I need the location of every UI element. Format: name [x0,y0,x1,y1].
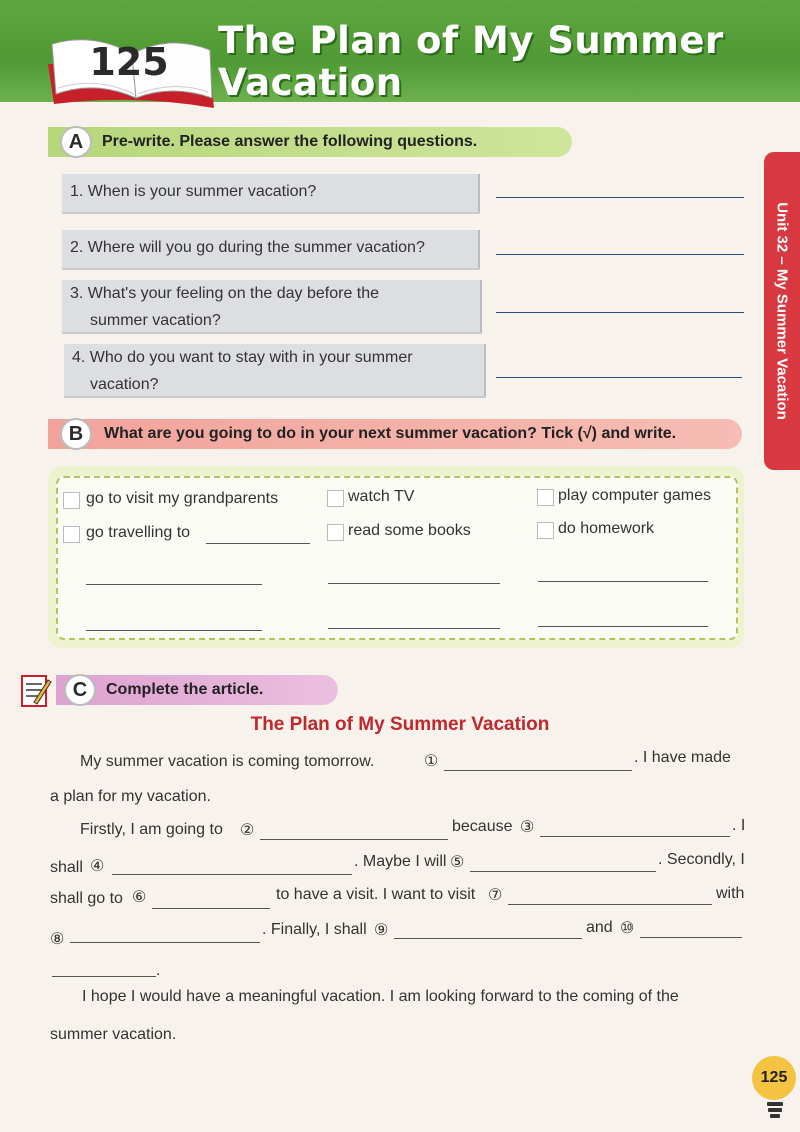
article-text: shall [50,859,83,876]
travel-destination-line[interactable] [206,543,310,544]
checkbox-watch-tv[interactable] [327,490,344,507]
answer-line-4[interactable] [496,377,742,378]
blank-3[interactable] [540,836,730,837]
blank-2[interactable] [260,839,448,840]
section-a-letter: A [60,126,92,158]
write-line[interactable] [328,628,500,629]
write-line[interactable] [86,630,262,631]
article-title: The Plan of My Summer Vacation [250,714,550,735]
article-text: with [716,885,745,902]
question-2: 2. Where will you go during the summer vacation? [62,230,480,268]
article-text: . I [732,817,746,834]
blank-number-10: ⑩ [620,920,635,937]
checkbox-go-travelling[interactable] [63,526,80,543]
section-a-heading: Pre-write. Please answer the following questions. [102,133,478,150]
article-text: I hope I would have a meaningful vacation. I am looking forward to the coming of the [82,988,679,1005]
blank-number-8: ⑧ [50,931,65,948]
blank-4[interactable] [112,874,352,875]
blank-9[interactable] [394,938,582,939]
section-b-heading: What are you going to do in your next summer vacation? Tick (√) and write. [104,425,677,442]
answer-line-1[interactable] [496,197,744,198]
option-read-books: read some books [348,522,471,539]
blank-number-1: ① [424,753,439,770]
blank-number-7: ⑦ [488,887,503,904]
article-text: My summer vacation is coming tomorrow. [80,753,375,770]
checkbox-visit-grandparents[interactable] [63,492,80,509]
question-1: 1. When is your summer vacation? [62,174,480,212]
blank-8[interactable] [70,942,260,943]
question-3: 3. What's your feeling on the day before the summer vacation? [62,280,482,332]
blank-7[interactable] [508,904,712,905]
write-line[interactable] [86,584,262,585]
blank-number-6: ⑥ [132,889,147,906]
section-c-letter: C [64,674,96,706]
blank-number-2: ② [240,822,255,839]
blank-number-5: ⑤ [450,854,465,871]
blank-number-9: ⑨ [374,922,389,939]
article-text: shall go to [50,890,123,907]
article-text: . Maybe I will [354,853,447,870]
answer-line-3[interactable] [496,312,744,313]
article-text: Firstly, I am going to [80,821,223,838]
write-line[interactable] [328,583,500,584]
blank-1[interactable] [444,770,632,771]
section-b-letter: B [60,418,92,450]
article-text: . I have made [634,749,731,766]
page-title-line1: The Plan of My Summer [218,19,724,62]
lightbulb-icon [766,1100,784,1122]
page-number: 125 [752,1056,796,1100]
page-title [218,20,738,104]
write-line[interactable] [538,626,708,627]
lesson-number: 125 [89,40,169,84]
article-text: . Finally, I shall [262,921,367,938]
notepad-pencil-icon [20,672,52,710]
article-text: summer vacation. [50,1026,177,1043]
option-go-travelling: go travelling to [86,524,191,541]
option-visit-grandparents: go to visit my grandparents [86,490,279,507]
answer-line-2[interactable] [496,254,744,255]
unit-side-tab [764,152,800,470]
checkbox-play-computer-games[interactable] [537,489,554,506]
blank-10-continued[interactable] [52,976,156,977]
article-text: to have a visit. I want to visit [276,886,476,903]
blank-5[interactable] [470,871,656,872]
article-text: and [586,919,613,936]
option-do-homework: do homework [558,520,655,537]
question-4: 4. Who do you want to stay with in your summer vacation? [64,344,486,396]
article-text: . Secondly, I [658,851,745,868]
option-watch-tv: watch TV [348,488,415,505]
option-play-computer-games: play computer games [558,487,711,504]
article-text: . [156,962,161,979]
checkbox-read-books[interactable] [327,524,344,541]
blank-number-3: ③ [520,819,535,836]
blank-10[interactable] [640,937,742,938]
article-text: a plan for my vacation. [50,788,211,805]
unit-tab-label: Unit 32 – My Summer Vacation [773,202,791,420]
section-c-heading: Complete the article. [106,681,264,698]
checkbox-do-homework[interactable] [537,522,554,539]
blank-6[interactable] [152,908,270,909]
page-title-line2: Vacation [218,61,403,104]
write-line[interactable] [538,581,708,582]
blank-number-4: ④ [90,858,105,875]
article-text: because [452,818,513,835]
